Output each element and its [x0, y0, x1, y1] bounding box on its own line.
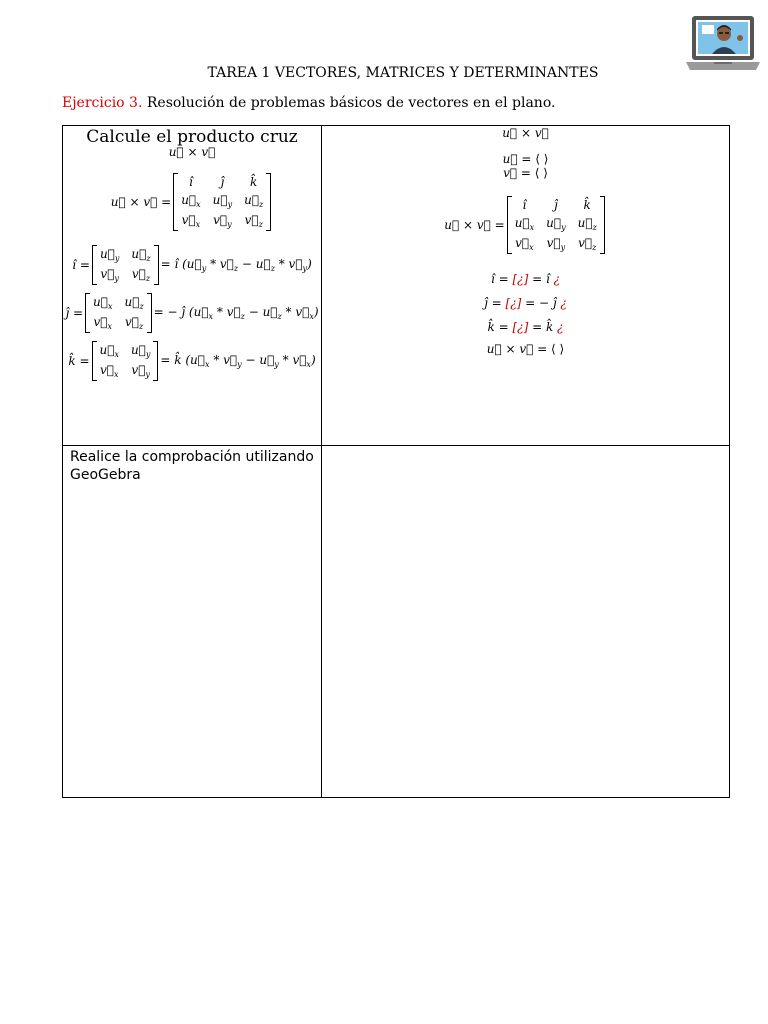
formula-i-component: î = $u⃗_y$ $u⃗_z$ $v⃗_y$ $v⃗_z$ = î ($u⃗_y$ * $v⃗_z$ − $u⃗_z$ * $v⃗_y$) — [72, 247, 312, 283]
solution-result: u⃗ × v⃗ = ⟨ ⟩ — [486, 342, 565, 356]
exercise-table — [62, 125, 730, 798]
exercise-heading — [62, 95, 555, 111]
cell-geogebra-answer[interactable] — [322, 446, 730, 798]
cell-instructions — [63, 126, 322, 446]
formula-determinant: u⃗ × v⃗ = î ĵ k̂ $u⃗_x$ $u⃗_y$ $u⃗_z$ $v⃗_x$ $v⃗_y$ $v⃗_z$ — [63, 173, 321, 231]
solution-u-vector: u⃗ = ⟨ ⟩ — [502, 152, 549, 166]
solution-determinant: u⃗ × v⃗ = î ĵ k̂ $u⃗_x$ $u⃗_y$ $u⃗_z$ $v⃗_x$ $v⃗_y$ $v⃗_z$ — [322, 196, 729, 254]
cell-geogebra-instructions — [63, 446, 322, 798]
cell-solution — [322, 126, 730, 446]
solution-i-component: î = [¿] = î ¿ — [490, 272, 561, 286]
solution-u-cross-v: u⃗ × v⃗ — [502, 126, 549, 140]
solution-k-component: k̂ = [¿] = k̂ ¿ — [487, 320, 564, 334]
exercise-description: Resolución de problemas básicos de vectores en el plano. — [142, 95, 556, 111]
document-title: TAREA 1 VECTORES, MATRICES Y DETERMINANTES — [207, 65, 599, 81]
calc-title: Calcule el producto cruz — [86, 127, 298, 147]
solution-j-component: ĵ = [¿] = − ĵ ¿ — [484, 296, 567, 310]
exercise-label: Ejercicio 3. — [62, 95, 143, 111]
formula-k-component: k̂ = $u⃗_x$ $u⃗_y$ $v⃗_x$ $v⃗_y$ = k̂ ($u⃗_x$ * $v⃗_y$ − $u⃗_y$ * $v⃗_x$) — [68, 343, 316, 379]
geogebra-check-text: Realice la comprobación utilizando GeoGebra — [70, 449, 314, 483]
solution-v-vector: v⃗ = ⟨ ⟩ — [503, 166, 548, 180]
formula-j-component: ĵ = $u⃗_x$ $u⃗_z$ $v⃗_x$ $v⃗_z$ = − ĵ ($u⃗_x$ * $v⃗_z$ − $u⃗_z$ * $v⃗_x$) — [65, 295, 319, 331]
formula-u-cross-v: u⃗ × v⃗ — [168, 145, 216, 159]
